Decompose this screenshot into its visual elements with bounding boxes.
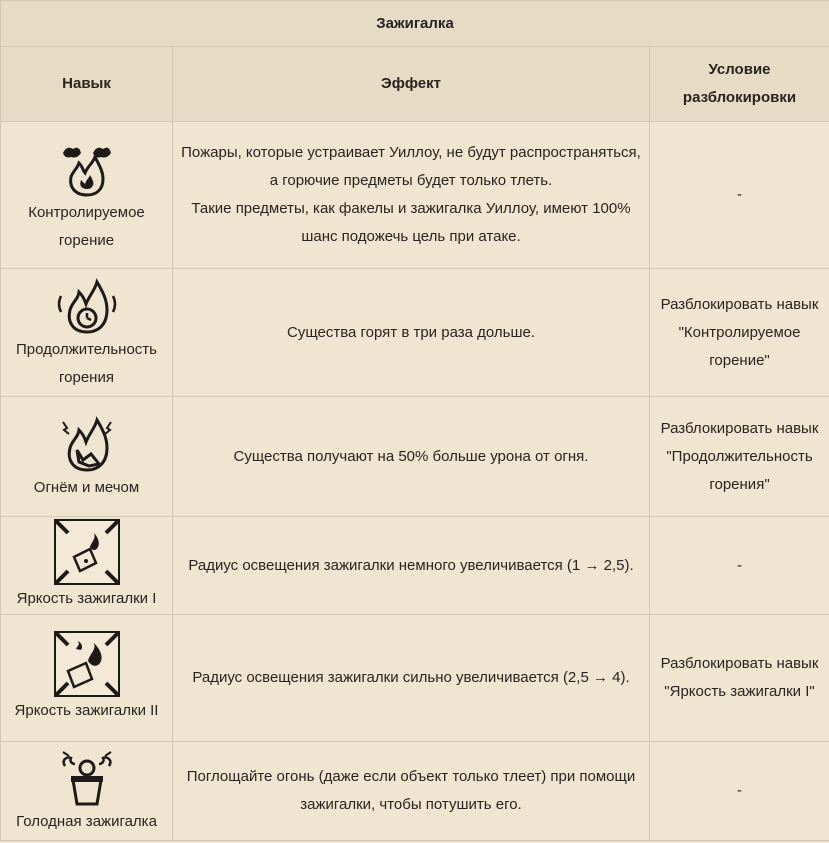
table-row [1, 122, 829, 269]
condition-cell: Разблокировать навык "Яркость зажигалки I" [650, 615, 829, 742]
skill-cell [1, 615, 173, 742]
lighter-brightness-1-icon [54, 519, 120, 585]
skill-name: Яркость зажигалки II [14, 702, 159, 719]
skill-name: Продолжительность горения [16, 340, 157, 386]
skill-name: Контролируемое горение [28, 204, 145, 249]
burn-duration-icon [55, 274, 119, 336]
table-header-row [1, 47, 829, 122]
skill-cell [1, 122, 173, 269]
condition-cell: - [650, 742, 829, 841]
controlled-burn-icon [55, 135, 119, 199]
effect-text: Пожары, которые устраивает Уиллоу, не будут распространяться, а горючие предметы будет только тлеть. Такие предметы, как факелы и зажигалка Уиллоу, имеют 100% шанс подожечь цель при атаке. [181, 144, 641, 245]
table-row [1, 517, 829, 615]
header-effect: Эффект [173, 47, 650, 122]
table-row [1, 269, 829, 397]
effect-cell: Существа горят в три раза дольше. [173, 269, 650, 397]
skill-cell [1, 269, 173, 397]
header-condition: Условие разблокировки [650, 47, 829, 122]
table-row [1, 397, 829, 517]
effect-cell: Радиус освещения зажигалки немного увеличивается (1 → 2,5). [173, 517, 650, 615]
effect-cell [173, 122, 650, 269]
effect-cell: Существа получают на 50% больше урона от огня. [173, 397, 650, 517]
skill-name: Голодная зажигалка [16, 813, 157, 830]
condition-cell: Разблокировать навык "Продолжительность горения" [650, 397, 829, 517]
hungry-lighter-icon [55, 746, 119, 808]
table-caption-row [1, 1, 829, 47]
condition-cell: - [650, 517, 829, 615]
skill-name: Яркость зажигалки I [16, 589, 157, 607]
skill-cell [1, 517, 173, 615]
fire-and-sword-icon [55, 412, 119, 474]
condition-cell: - [650, 122, 829, 269]
effect-cell: Поглощайте огонь (даже если объект только тлеет) при помощи зажигалки, чтобы потушить его. [173, 742, 650, 841]
skill-cell [1, 397, 173, 517]
lighter-brightness-2-icon [54, 631, 120, 697]
header-skill: Навык [1, 47, 173, 122]
table-row [1, 615, 829, 742]
table-caption: Зажигалка [1, 1, 829, 47]
skill-cell [1, 742, 173, 841]
skill-name: Огнём и мечом [33, 478, 140, 496]
effect-cell: Радиус освещения зажигалки сильно увеличивается (2,5 → 4). [173, 615, 650, 742]
table-row [1, 742, 829, 841]
condition-cell: Разблокировать навык "Контролируемое горение" [650, 269, 829, 397]
